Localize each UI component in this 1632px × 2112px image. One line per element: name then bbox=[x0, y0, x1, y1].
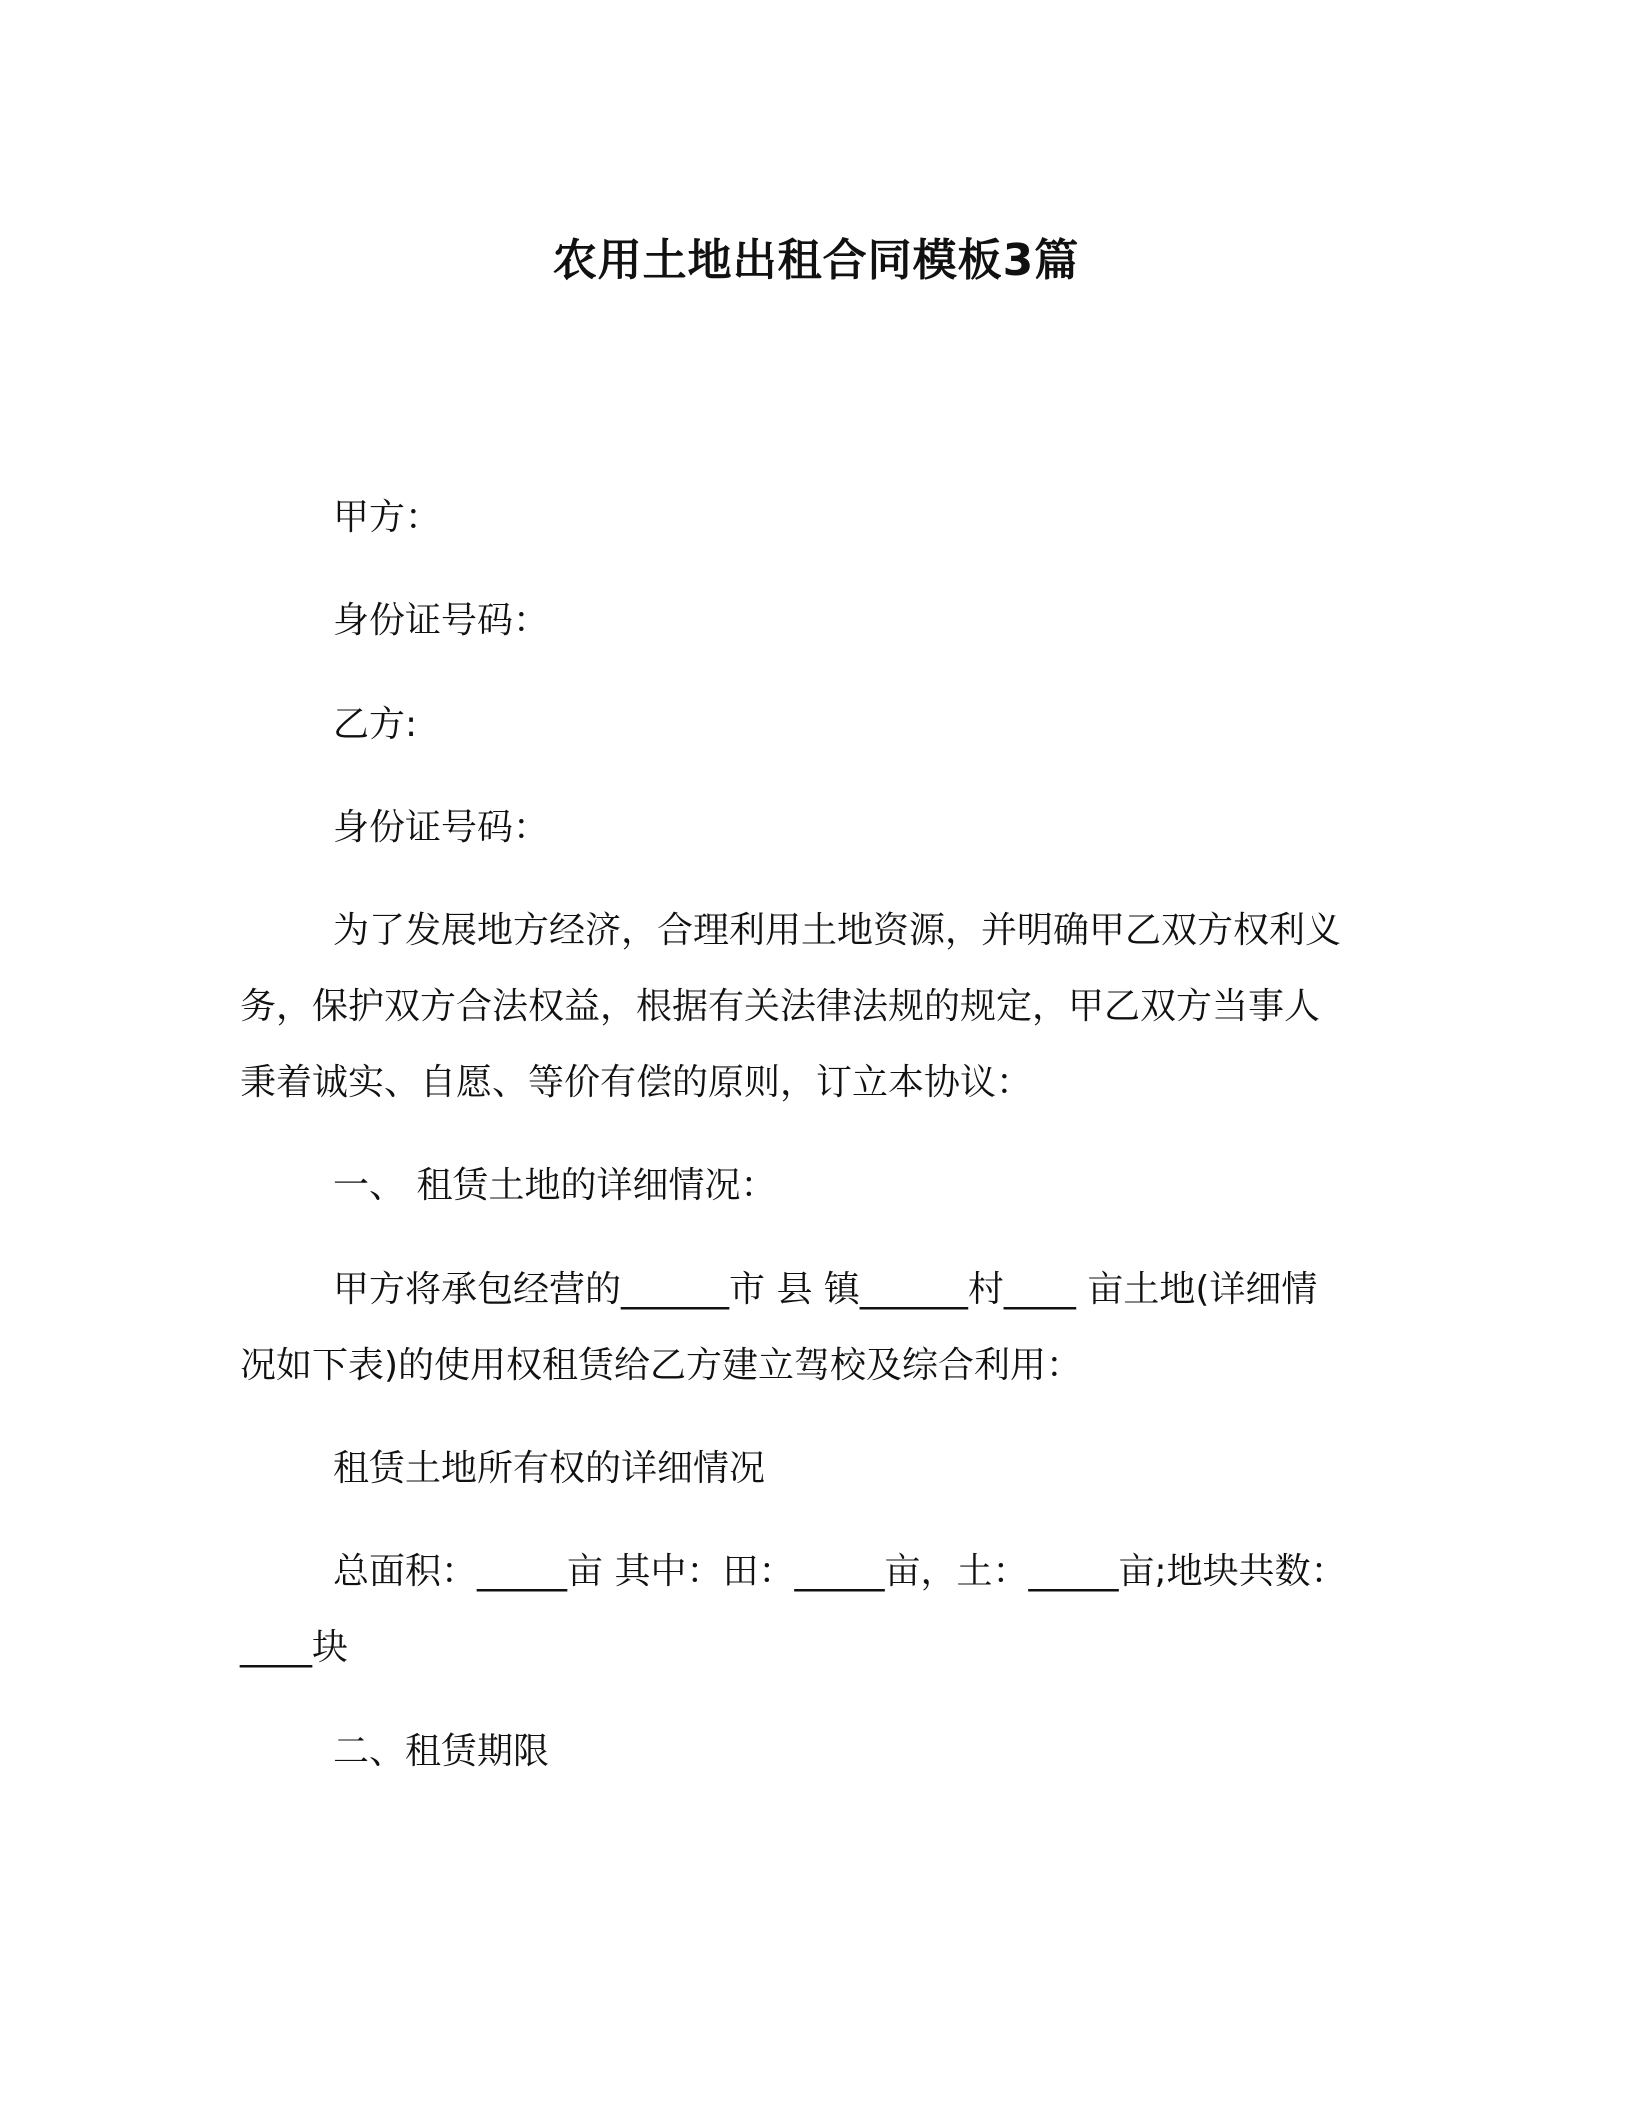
document-title: 农用土地出租合同模板3篇 bbox=[552, 235, 1080, 286]
party-a-id-label: 身份证号码： bbox=[333, 600, 550, 641]
section2-heading: 二、租赁期限 bbox=[333, 1731, 550, 1772]
area-line-2: ____块 bbox=[240, 1627, 349, 1668]
party-b-id-label: 身份证号码： bbox=[333, 807, 550, 848]
party-a-label: 甲方： bbox=[333, 497, 442, 538]
ownership-heading: 租赁土地所有权的详细情况 bbox=[333, 1448, 766, 1489]
section1-heading: 一、 租赁土地的详细情况： bbox=[333, 1165, 777, 1206]
preamble-line-1: 为了发展地方经济，合理利用土地资源，并明确甲乙双方权利义 bbox=[333, 910, 1342, 951]
party-b-label: 乙方: bbox=[333, 704, 418, 745]
section1-line-2: 况如下表)的使用权租赁给乙方建立驾校及综合利用： bbox=[240, 1345, 1083, 1386]
preamble-line-2: 务，保护双方合法权益，根据有关法律法规的规定，甲乙双方当事人 bbox=[240, 986, 1321, 1027]
section1-line-1: 甲方将承包经营的______市 县 镇______村____ 亩土地(详细情 bbox=[333, 1269, 1318, 1310]
preamble-line-3: 秉着诚实、自愿、等价有偿的原则，订立本协议： bbox=[240, 1062, 1033, 1103]
area-line-1: 总面积：_____亩 其中：田：_____亩，土：_____亩;地块共数： bbox=[333, 1551, 1347, 1592]
